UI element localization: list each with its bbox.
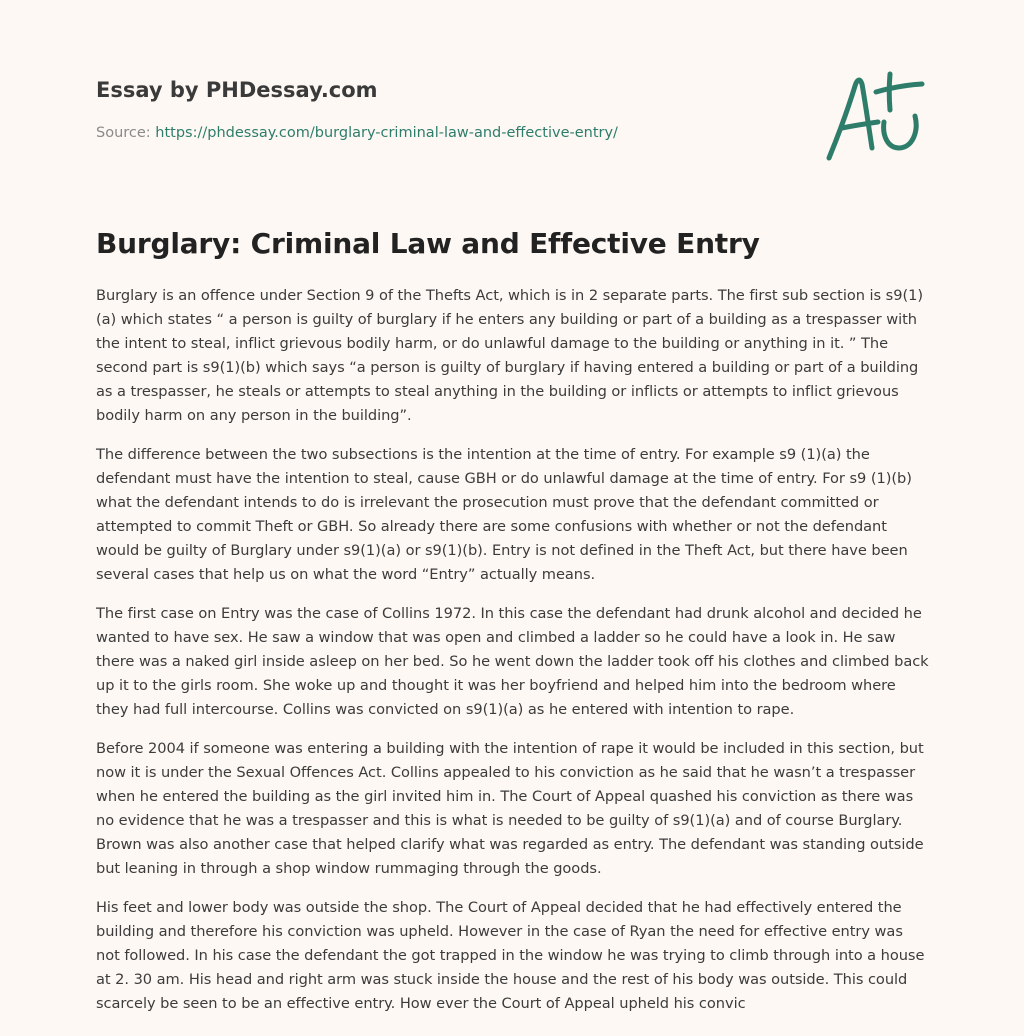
paragraph: Before 2004 if someone was entering a building with the intention of rape it would be included in this section, but now it is under the Sexual Offences Act. Collins appealed to his conviction as he said that he wasn’t a trespasser when he entered the building as the girl invited him in. The Court of Appeal quashed his conviction as there was no evidence that he was a trespasser and this is what is needed to be guilty of s9(1)(a) and of course Burglary. Brown was also another case that helped clarify what was regarded as entry. The defendant was standing outside but leaning in through a shop window rummaging through the goods. <box>96 740 924 877</box>
article-body <box>96 284 930 1031</box>
a-plus-logo-icon <box>820 66 930 166</box>
paragraph: His feet and lower body was outside the shop. The Court of Appeal decided that he had effectively entered the building and therefore his conviction was upheld. However in the case of Ryan the need for effective entry was not followed. In his case the defendant the got trapped in the window he was trying to climb through into a house at 2. 30 am. His head and right arm was stuck inside the house and the rest of his body was outside. This could scarcely be seen to be an effective entry. How ever the Court of Appeal upheld his convic <box>96 899 925 1012</box>
source-line <box>96 123 796 143</box>
paragraph: The difference between the two subsections is the intention at the time of entry. For example s9 (1)(a) the defendant must have the intention to steal, cause GBH or do unlawful damage at the time of entry. For s9 (1)(b) what the defendant intends to do is irrelevant the prosecution must prove that the defendant committed or attempted to commit Theft or GBH. So already there are some confusions with whether or not the defendant would be guilty of Burglary under s9(1)(a) or s9(1)(b). Entry is not defined in the Theft Act, but there have been several cases that help us on what the word “Entry” actually means. <box>96 446 912 583</box>
paragraph: The first case on Entry was the case of Collins 1972. In this case the defendant had drunk alcohol and decided he wanted to have sex. He saw a window that was open and climbed a ladder so he could have a look in. He saw there was a naked girl inside asleep on her bed. So he went down the ladder took off his clothes and climbed back up it to the girls room. She woke up and thought it was her boyfriend and helped him into the bedroom where they had full intercourse. Collins was convicted on s9(1)(a) as he entered with intention to rape. <box>96 605 929 718</box>
source-label: Source: <box>96 125 151 141</box>
article-title: Burglary: Criminal Law and Effective Entry <box>96 227 760 260</box>
essay-header <box>96 76 796 143</box>
source-link[interactable]: https://phdessay.com/burglary-criminal-law-and-effective-entry/ <box>155 125 618 141</box>
site-title: Essay by PHDessay.com <box>96 78 378 102</box>
paragraph: Burglary is an offence under Section 9 of the Thefts Act, which is in 2 separate parts. The first sub section is s9(1)(a) which states “ a person is guilty of burglary if he enters any building or part of a building as a trespasser with the intent to steal, inflict grievous bodily harm, or do unlawful damage to the building or anything in it. ” The second part is s9(1)(b) which says “a person is guilty of burglary if having entered a building or part of a building as a trespasser, he steals or attempts to steal anything in the building or inflicts or attempts to inflict grievous bodily harm on any person in the building”. <box>96 287 923 424</box>
